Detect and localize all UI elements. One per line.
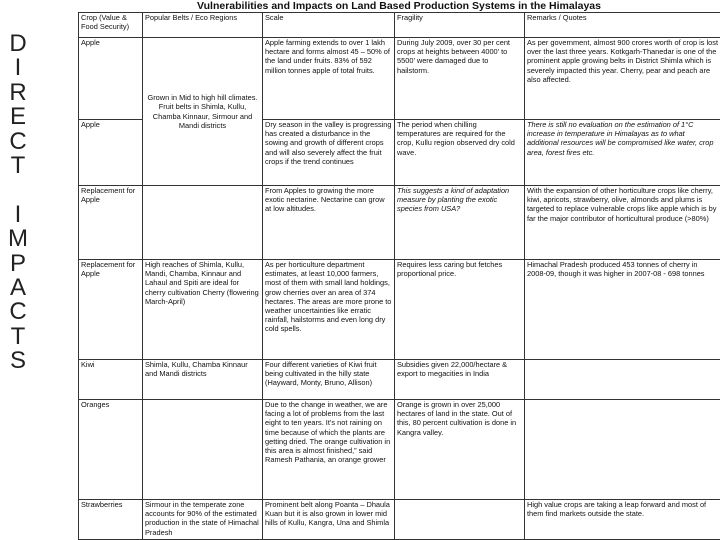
cell-belts: Shimla, Kullu, Chamba Kinnaur and Mandi districts [143, 360, 263, 400]
cell-remarks: There is still no evaluation on the estimation of 1°C increase in temperature in Himalayas as to what additional resources will be compromised like water, crop area, forest fires etc. [525, 120, 720, 186]
header-belts: Popular Belts / Eco Regions [143, 13, 263, 38]
cell-remarks [525, 400, 720, 500]
cell-fragility: This suggests a kind of adaptation measure by planting the exotic species from USA? [395, 186, 525, 260]
table-row [79, 260, 720, 360]
cell-scale: Apple farming extends to over 1 lakh hectare and forms almost 45 – 50% of the land under fruits. 83% of 592 million tonnes apple of total fruits. [263, 38, 395, 120]
cell-fragility: Subsidies given 22,000/hectare & export to megacities in India [395, 360, 525, 400]
side-letter: T [10, 151, 26, 179]
cell-belts: Sirmour in the temperate zone accounts for 90% of the estimated production in the state of Himachal Pradesh [143, 500, 263, 540]
cell-belts: High reaches of Shimla, Kullu, Mandi, Chamba, Kinnaur and Lahaul and Spiti are ideal for cherry cultivation Cherry (flowering March-April) [143, 260, 263, 360]
table-row [79, 400, 720, 500]
cell-remarks: High value crops are taking a leap forward and most of them find markets outside the state. [525, 500, 720, 540]
header-fragility: Fragility [395, 13, 525, 38]
impacts-table [78, 12, 720, 540]
cell-scale: Due to the change in weather, we are facing a lot of problems from the last eight to ten years. It’s not raining on time because of which the plants are getting dried. The orange cultivation in this area is almost finished,” said Ramesh Pathania, an orange grower [263, 400, 395, 500]
cell-scale: Dry season in the valley is progressing has created a disturbance in the sowing and growth of different crops and will also severely affect the fruit crops if the trend continues [263, 120, 395, 186]
table-row [79, 38, 720, 120]
side-letter: C [9, 298, 27, 326]
table-header-row [79, 13, 720, 38]
cell-scale: Prominent belt along Poanta – Dhaula Kuan but it is also grown in lower mid hills of Kullu, Kangra, Una and Shimla [263, 500, 395, 540]
cell-scale: Four different varieties of Kiwi fruit being cultivated in the hilly state (Hayward, Monty, Bruno, Allison) [263, 360, 395, 400]
cell-crop: Apple [79, 120, 143, 186]
cell-crop: Strawberries [79, 500, 143, 540]
cell-belts: Grown in Mid to high hill climates. Fruit belts in Shimla, Kullu, Chamba Kinnaur, Sirmour and Mandi districts [143, 38, 263, 186]
side-letter: M [8, 225, 28, 253]
cell-belts [143, 400, 263, 500]
header-remarks: Remarks / Quotes [525, 13, 720, 38]
side-letter: E [9, 103, 26, 131]
cell-crop: Replacement for Apple [79, 186, 143, 260]
cell-fragility [395, 500, 525, 540]
direct-impacts-side-label [0, 32, 36, 373]
cell-crop: Oranges [79, 400, 143, 500]
cell-remarks: Himachal Pradesh produced 453 tonnes of cherry in 2008-09, though it was higher in 2007-08 - 698 tonnes [525, 260, 720, 360]
side-letter: A [9, 273, 26, 301]
cell-scale: From Apples to growing the more exotic nectarine. Nectarine can grow at low altitudes. [263, 186, 395, 260]
side-letter: I [14, 200, 22, 228]
table-row [79, 500, 720, 540]
side-letter: T [10, 322, 26, 350]
side-letter [0, 178, 36, 202]
side-letter: I [14, 54, 22, 82]
cell-remarks: With the expansion of other horticulture crops like cherry, kiwi, apricots, strawberry, olive, almonds and plums is targeted to replace vulnerable crops like apple which is by far the major contributor of horticultural produce (>80%) [525, 186, 720, 260]
cell-fragility: Orange is grown in over 25,000 hectares of land in the state. Out of this, 80 percent cultivation is done in Kangra valley. [395, 400, 525, 500]
cell-fragility: During July 2009, over 30 per cent crops at heights between 4000’ to 5500’ were damaged due to hailstorm. [395, 38, 525, 120]
cell-belts [143, 186, 263, 260]
side-letter: P [9, 249, 26, 277]
cell-crop: Apple [79, 38, 143, 120]
table-row [79, 186, 720, 260]
cell-scale: As per horticulture department estimates, at least 10,000 farmers, most of them with small land holdings, grow cherries over an area of 374 hectares. The areas are more prone to weather uncertainties like erratic rainfall, hailstorms and even long dry cold spells. [263, 260, 395, 360]
side-letter: R [9, 78, 27, 106]
side-letter: S [9, 347, 26, 375]
side-letter: C [9, 127, 27, 155]
side-letter: D [9, 30, 27, 57]
header-crop: Crop (Value & Food Security) [79, 13, 143, 38]
page-title: Vulnerabilities and Impacts on Land Based Production Systems in the Himalayas [197, 0, 601, 12]
table-row [79, 360, 720, 400]
cell-fragility: Requires less caring but fetches proportional price. [395, 260, 525, 360]
cell-crop: Kiwi [79, 360, 143, 400]
cell-remarks: As per government, almost 900 crores worth of crop is lost over the last three years. Kotkgarh-Thanedar is one of the prominent apple growing belts in District Shimla which is severely impacted this year. Cherry, pear and peach are also affected. [525, 38, 720, 120]
header-scale: Scale [263, 13, 395, 38]
cell-fragility: The period when chilling temperatures are required for the crop, Kullu region observed dry cold wave. [395, 120, 525, 186]
cell-crop: Replacement for Apple [79, 260, 143, 360]
cell-remarks [525, 360, 720, 400]
